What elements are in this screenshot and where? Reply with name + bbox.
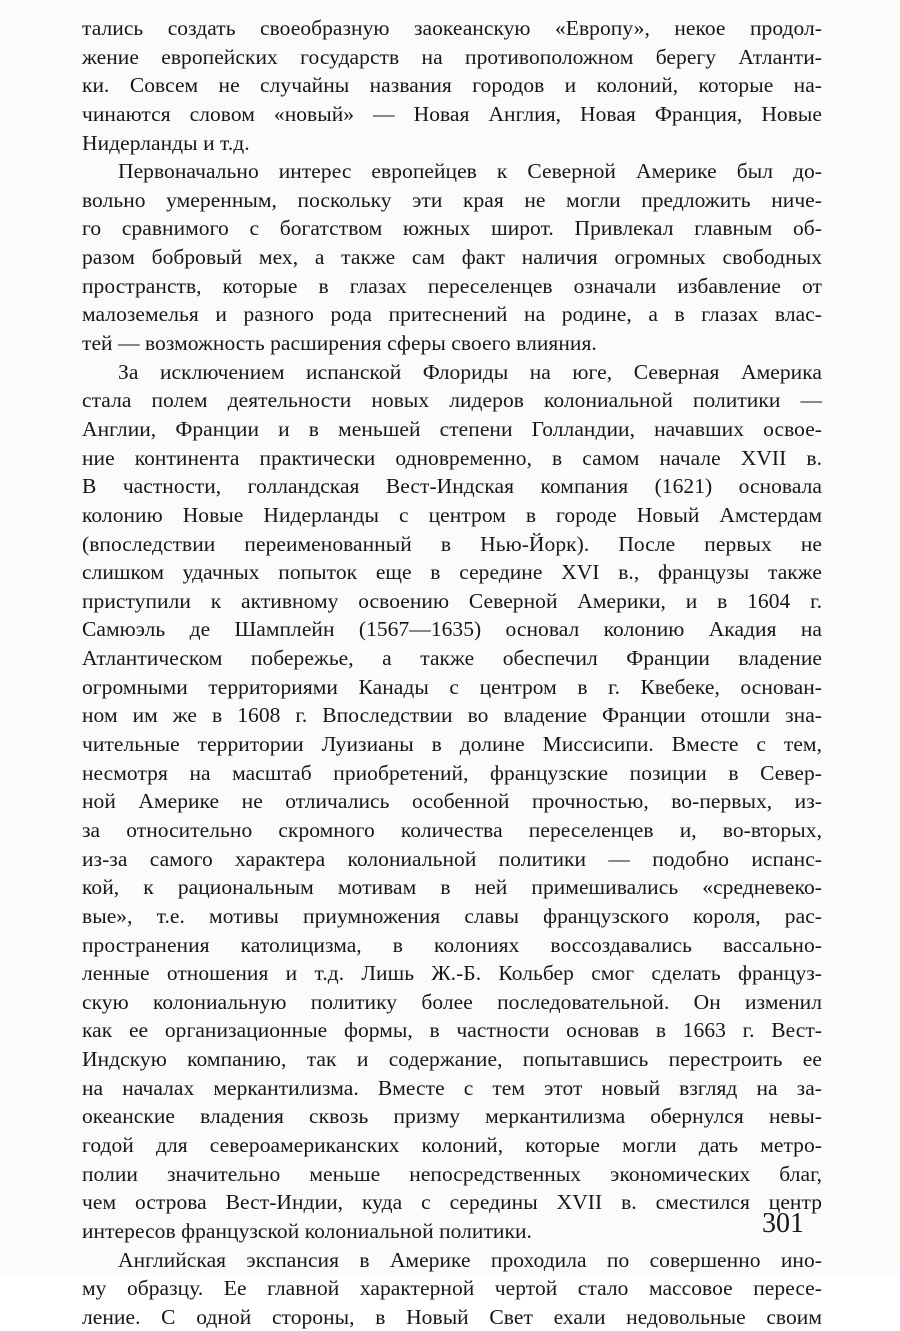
text-line: пространения католицизма, в колониях воссоздавались вассально- bbox=[82, 932, 822, 957]
text-line: океанские владения сквозь призму меркантилизма обернулся невы- bbox=[82, 1104, 822, 1129]
text-line: из-за самого характера колониальной политики — подобно испанс- bbox=[82, 846, 822, 871]
text-line: несмотря на масштаб приобретений, французские позиции в Север- bbox=[82, 760, 822, 785]
text-line: В частности, голландская Вест-Индская компания (1621) основала bbox=[82, 474, 822, 499]
text-line: Английская экспансия в Америке проходила по совершенно ино- bbox=[118, 1247, 822, 1272]
text-line: ном им же в 1608 г. Впоследствии во владение Франции отошли зна- bbox=[82, 703, 822, 728]
text-line: скую колониальную политику более последовательной. Он изменил bbox=[82, 989, 822, 1014]
text-line: кой, к рациональным мотивам в ней примешивались «средневеко- bbox=[82, 875, 822, 900]
text-line: малоземелья и разного рода притеснений на родине, а в глазах влас- bbox=[82, 302, 822, 327]
text-line: стала полем деятельности новых лидеров колониальной политики — bbox=[82, 388, 822, 413]
text-line: пространств, которые в глазах переселенцев означали избавление от bbox=[82, 273, 822, 298]
text-line: вольно умеренным, поскольку эти края не могли предложить ниче- bbox=[82, 187, 822, 212]
text-line: Англии, Франции и в меньшей степени Голландии, начавших освое- bbox=[82, 416, 822, 441]
text-line: тей — возможность расширения сферы своего влияния. bbox=[82, 331, 597, 356]
text-line: тались создать своеобразную заокеанскую «Европу», некое продол- bbox=[82, 16, 822, 40]
text-line: ной Америке не отличались особенной прочностью, во-первых, из- bbox=[82, 789, 822, 814]
text-line: ление. С одной стороны, в Новый Свет ехали недовольные своим bbox=[82, 1304, 822, 1329]
text-line: За исключением испанской Флориды на юге, Северная Америка bbox=[118, 359, 822, 384]
paragraph bbox=[82, 157, 822, 357]
text-line: годой для североамериканских колоний, которые могли дать метро- bbox=[82, 1132, 822, 1157]
paragraph bbox=[82, 358, 822, 1246]
text-line: чительные территории Луизианы в долине Миссисипи. Вместе с тем, bbox=[82, 732, 822, 757]
text-line: слишком удачных попыток еще в середине XVI в., французы также bbox=[82, 560, 822, 585]
text-line: Нидерланды и т.д. bbox=[82, 130, 250, 155]
paragraph bbox=[82, 14, 822, 157]
text-line: за относительно скромного количества переселенцев и, во-вторых, bbox=[82, 817, 822, 842]
text-line: приступили к активному освоению Северной Америки, и в 1604 г. bbox=[82, 588, 822, 613]
text-line: чем острова Вест-Индии, куда с середины XVII в. сместился центр bbox=[82, 1190, 822, 1215]
text-line: го сравнимого с богатством южных широт. Привлекал главным об- bbox=[82, 216, 822, 241]
text-line: (впоследствии переименованный в Нью-Йорк). После первых не bbox=[82, 531, 822, 556]
text-line: как ее организационные формы, в частности основав в 1663 г. Вест- bbox=[82, 1018, 822, 1043]
text-line: колонию Новые Нидерланды с центром в городе Новый Амстердам bbox=[82, 502, 822, 527]
text-line: ленные отношения и т.д. Лишь Ж.-Б. Кольбер смог сделать француз- bbox=[82, 961, 822, 986]
text-line: ки. Совсем не случайны названия городов и колоний, которые на- bbox=[82, 73, 822, 98]
text-line: жение европейских государств на противоположном берегу Атланти- bbox=[82, 44, 822, 69]
text-line: Первоначально интерес европейцев к Северной Америке был до- bbox=[118, 159, 822, 184]
text-line: на началах меркантилизма. Вместе с тем этот новый взгляд на за- bbox=[82, 1075, 822, 1100]
text-line: разом бобровый мех, а также сам факт наличия огромных свободных bbox=[82, 245, 822, 270]
text-line: огромными территориями Канады с центром в г. Квебеке, основан- bbox=[82, 674, 822, 699]
text-line: вые», т.е. мотивы приумножения славы французского короля, рас- bbox=[82, 903, 822, 928]
text-line: Индскую компанию, так и содержание, попытавшись перестроить ее bbox=[82, 1047, 822, 1072]
text-line: Атлантическом побережье, а также обеспечил Франции владение bbox=[82, 646, 822, 671]
text-line: полии значительно меньше непосредственных экономических благ, bbox=[82, 1161, 822, 1186]
paragraph bbox=[82, 1246, 822, 1331]
text-line: Самюэль де Шамплейн (1567—1635) основал колонию Акадия на bbox=[82, 617, 822, 642]
page-number: 301 bbox=[762, 1208, 804, 1239]
text-line: интересов французской колониальной политики. bbox=[82, 1218, 532, 1243]
text-line: ние континента практически одновременно, в самом начале XVII в. bbox=[82, 445, 822, 470]
text-line: чинаются словом «новый» — Новая Англия, Новая Франция, Новые bbox=[82, 101, 822, 126]
text-line: му образцу. Ее главной характерной чертой стало массовое пересе- bbox=[82, 1276, 822, 1301]
body-text bbox=[82, 14, 822, 1331]
